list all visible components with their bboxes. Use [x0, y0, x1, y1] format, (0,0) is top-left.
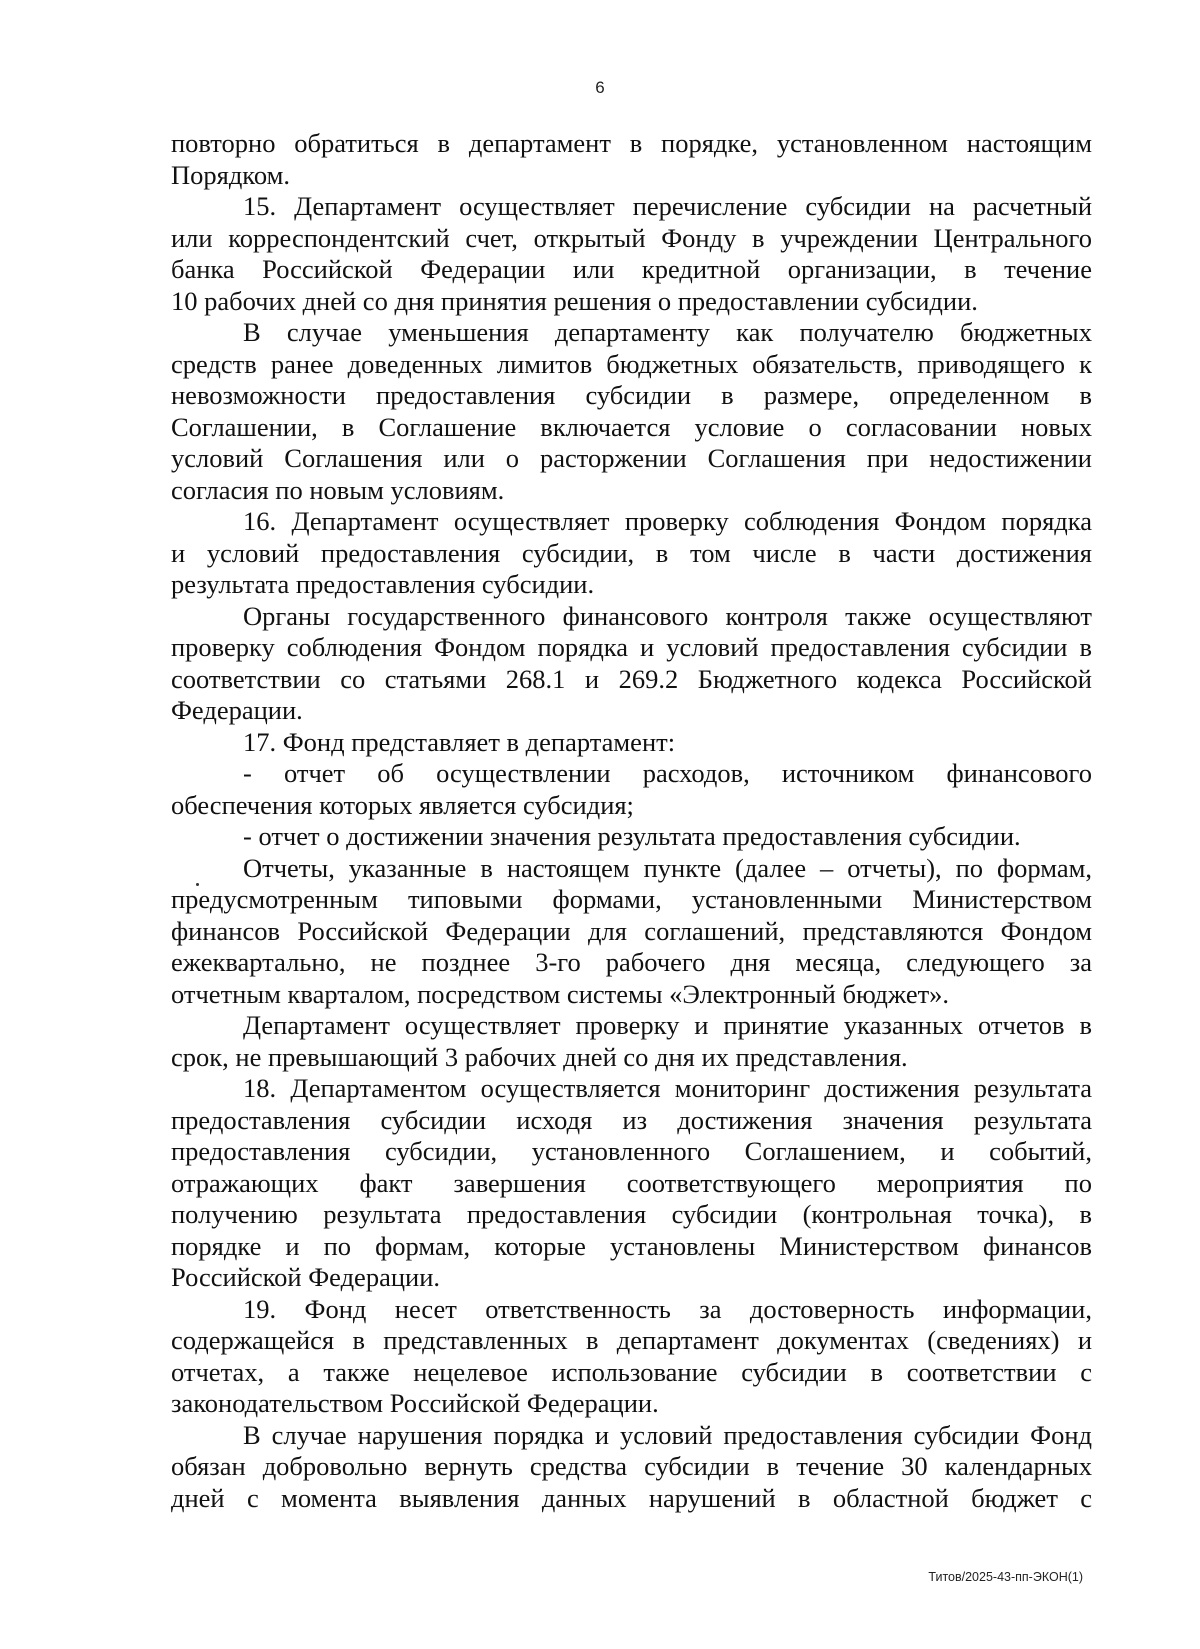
text-line: Департамент осуществляет проверку и принятие указанных отчетов в [243, 1010, 1092, 1040]
text-line: обязан добровольно вернуть средства субсидии в течение 30 календарных [171, 1451, 1092, 1481]
text-line: срок, не превышающий 3 рабочих дней со дня их представления. [171, 1041, 908, 1072]
text-line: получению результата предоставления субсидии (контрольная точка), в [171, 1199, 1092, 1229]
text-line: условий Соглашения или о расторжении Соглашения при недостижении [171, 443, 1092, 473]
text-line: обеспечения которых является субсидия; [171, 789, 634, 820]
text-line: 15. Департамент осуществляет перечисление субсидии на расчетный [243, 191, 1092, 221]
text-line: проверку соблюдения Фондом порядка и условий предоставления субсидии в [171, 632, 1092, 662]
text-line: Соглашении, в Соглашение включается условие о согласовании новых [171, 411, 1092, 442]
text-line: результата предоставления субсидии. [171, 569, 595, 599]
document-body [171, 128, 1092, 1514]
text-line: - отчет о достижении значения результата предоставления субсидии. [243, 821, 1021, 851]
text-line: законодательством Российской Федерации. [171, 1388, 659, 1418]
text-line: финансов Российской Федерации для соглашений, представляются Фондом [171, 915, 1092, 946]
text-line: отчетах, а также нецелевое использование субсидии в соответствии с [171, 1356, 1092, 1387]
text-line: Российской Федерации. [171, 1262, 440, 1292]
text-line: или корреспондентский счет, открытый Фонду в учреждении Центрального [171, 222, 1092, 253]
text-line: Отчеты, указанные в настоящем пункте (далее – отчеты), по формам, [243, 852, 1092, 883]
text-line: ежеквартально, не позднее 3-го рабочего дня месяца, следующего за [171, 947, 1092, 977]
text-line: банка Российской Федерации или кредитной организации, в течение [171, 254, 1092, 284]
text-line: Порядком. [171, 159, 290, 190]
text-line: В случае нарушения порядка и условий предоставления субсидии Фонд [243, 1419, 1092, 1450]
text-line: и условий предоставления субсидии, в том числе в части достижения [171, 537, 1092, 568]
text-line: предоставления субсидии исходя из достижения значения результата [171, 1104, 1092, 1135]
text-line: 19. Фонд несет ответственность за достоверность информации, [243, 1293, 1092, 1324]
text-line: предусмотренным типовыми формами, установленными Министерством [171, 884, 1092, 914]
text-line: дней с момента выявления данных нарушений в областной бюджет с [171, 1482, 1092, 1513]
text-line: 16. Департамент осуществляет проверку соблюдения Фондом порядка [243, 506, 1092, 536]
page-number: 6 [595, 78, 605, 97]
document-reference: Титов/2025-43-пп-ЭКОН(1) [928, 1570, 1083, 1584]
text-line: В случае уменьшения департаменту как получателю бюджетных [243, 317, 1092, 347]
text-line: порядке и по формам, которые установлены Министерством финансов [171, 1230, 1092, 1261]
text-line: 10 рабочих дней со дня принятия решения о предоставлении субсидии. [171, 285, 978, 316]
text-line: Федерации. [171, 695, 303, 725]
text-line: повторно обратиться в департамент в порядке, установленном настоящим [171, 128, 1092, 158]
text-line: средств ранее доведенных лимитов бюджетных обязательств, приводящего к [171, 348, 1092, 379]
text-line: предоставления субсидии, установленного Соглашением, и событий, [171, 1136, 1092, 1166]
text-line: Органы государственного финансового контроля также осуществляют [243, 600, 1092, 631]
text-line: отражающих факт завершения соответствующего мероприятия по [171, 1167, 1092, 1198]
text-line: 18. Департаментом осуществляется мониторинг достижения результата [243, 1073, 1092, 1103]
text-line: - отчет об осуществлении расходов, источником финансового [243, 758, 1092, 788]
text-line: согласия по новым условиям. [171, 474, 505, 505]
text-line: соответствии со статьями 268.1 и 269.2 Бюджетного кодекса Российской [171, 663, 1092, 694]
text-line: содержащейся в представленных в департамент документах (сведениях) и [171, 1325, 1092, 1355]
text-line: 17. Фонд представляет в департамент: [243, 726, 676, 757]
text-line: невозможности предоставления субсидии в размере, определенном в [171, 380, 1092, 410]
text-line: отчетным кварталом, посредством системы «Электронный бюджет». [171, 978, 950, 1009]
